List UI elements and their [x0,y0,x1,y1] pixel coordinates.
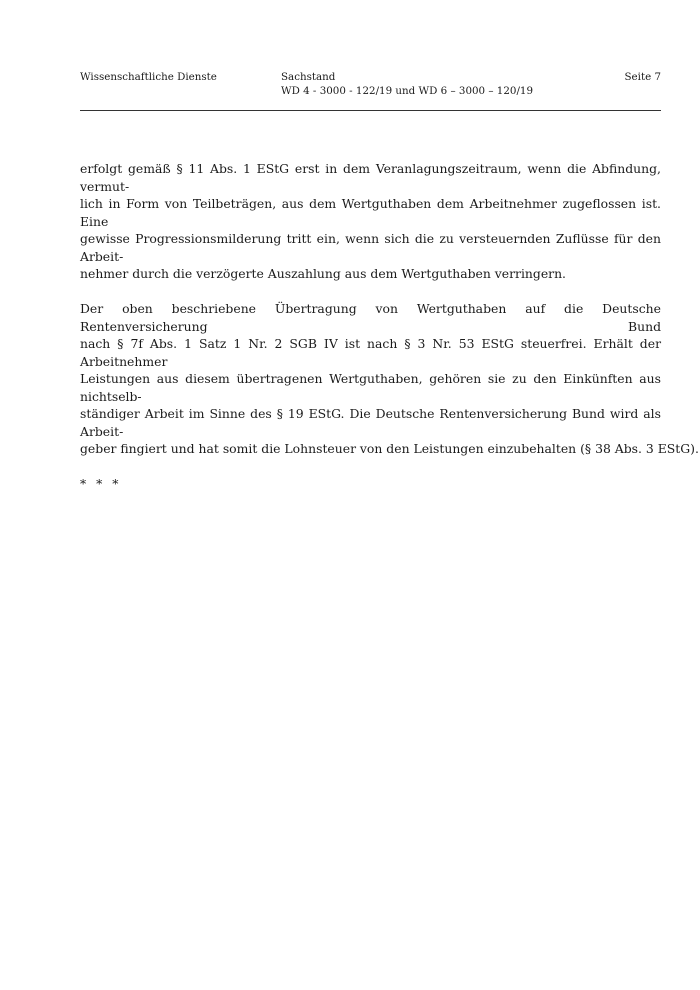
page-header [80,70,661,110]
paragraph-line: geber fingiert und hat somit die Lohnsteuer von den Leistungen einzubehalten (§ 38 Abs. 3 EStG). [80,441,699,456]
paragraph-line: nehmer durch die verzögerte Auszahlung aus dem Wertguthaben verringern. [80,266,566,281]
paragraph-line: Leistungen aus diesem übertragenen Wertguthaben, gehören sie zu den Einkünften aus nichtselb- [80,371,661,404]
document-meta [281,70,533,98]
paragraph-line: gewisse Progressionsmilderung tritt ein, wenn sich die zu versteuernden Zuflüsse für den Arbeit- [80,231,661,264]
document-type: Sachstand [281,71,336,83]
paragraph-line: Der oben beschriebene Übertragung von Wertguthaben auf die Deutsche Rentenversicherung Bund [80,301,661,334]
paragraph-line: erfolgt gemäß § 11 Abs. 1 EStG erst in dem Veranlagungszeitraum, wenn die Abfindung, vermut- [80,161,661,194]
paragraph-line: lich in Form von Teilbeträgen, aus dem Wertguthaben dem Arbeitnehmer zugeflossen ist. Eine [80,196,661,229]
document-body [80,160,699,493]
paragraph-line: nach § 7f Abs. 1 Satz 1 Nr. 2 SGB IV ist nach § 3 Nr. 53 EStG steuerfrei. Erhält der Arbeitnehmer [80,336,661,369]
paragraph-tax-inflow [80,160,661,283]
document-reference: WD 4 - 3000 - 122/19 und WD 6 – 3000 – 120/19 [281,85,534,97]
organization-name: Wissenschaftliche Dienste [80,71,217,83]
paragraph-line: ständiger Arbeit im Sinne des § 19 EStG. Die Deutsche Rentenversicherung Bund wird als Arbeit- [80,406,661,439]
page-number: Seite 7 [624,71,661,83]
header-divider [80,110,661,111]
end-marker: * * * [80,476,122,491]
paragraph-transfer [80,300,699,458]
